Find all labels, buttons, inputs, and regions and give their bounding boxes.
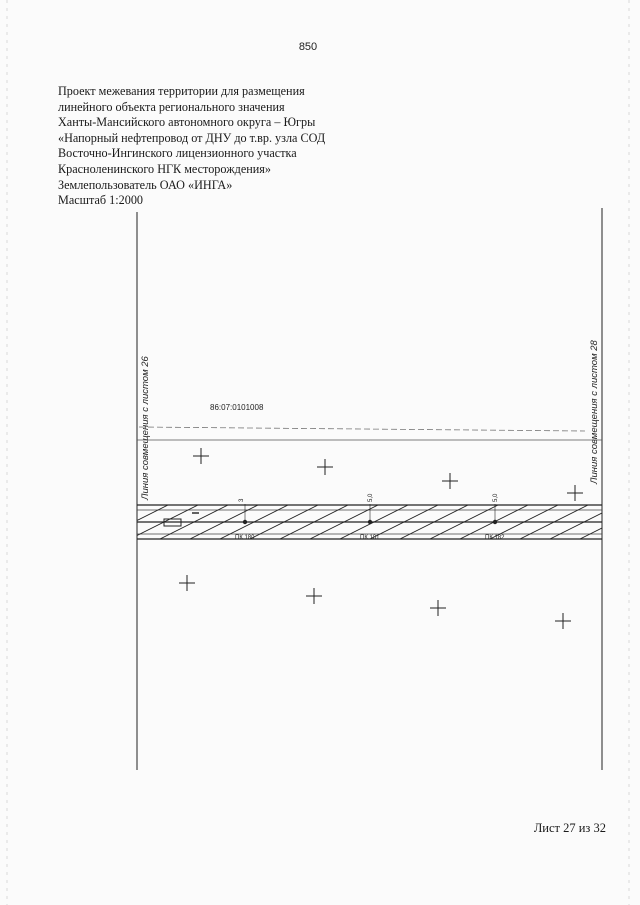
header-line: Красноленинского НГК месторождения» [58, 161, 271, 176]
grid-cross [306, 588, 322, 604]
land-user-line: Землепользователь ОАО «ИНГА» [58, 177, 233, 192]
header-line: «Напорный нефтепровод от ДНУ до т.вр. узла СОД [58, 130, 326, 145]
cadastral-number: 86:07:0101008 [210, 403, 264, 412]
hatch-line [610, 505, 640, 539]
sheet-number-label: Лист 27 из 32 [533, 821, 606, 835]
grid-cross [567, 485, 583, 501]
header-line: Восточно-Ингинского лицензионного участка [58, 146, 297, 161]
header-line: Проект межевания территории для размещения [58, 84, 305, 98]
grid-cross [442, 473, 458, 489]
quarter-boundary-dashed [139, 427, 585, 431]
picket-label: ПК 182 [485, 535, 505, 541]
picket-mark: 5,0 [368, 493, 374, 502]
grid-cross [430, 600, 446, 616]
grid-cross [555, 613, 571, 629]
picket-mark: 5,0 [493, 493, 499, 502]
grid-cross [179, 575, 195, 591]
header-line: линейного объекта регионального значения [58, 99, 285, 114]
right-match-line-label: Линия совмещения с листом 28 [589, 340, 600, 484]
picket-label: ПК 181 [360, 535, 380, 541]
scale-line: Масштаб 1:2000 [58, 193, 144, 208]
left-match-line-label: Линия совмещения с листом 26 [140, 356, 151, 500]
grid-cross [317, 459, 333, 475]
picket-mark: 3 [239, 498, 245, 502]
grid-cross [193, 448, 209, 464]
header-line: Ханты-Мансийского автономного округа – Югры [58, 115, 316, 130]
page-number: 850 [298, 41, 318, 53]
picket-label: ПК 180 [235, 535, 255, 541]
